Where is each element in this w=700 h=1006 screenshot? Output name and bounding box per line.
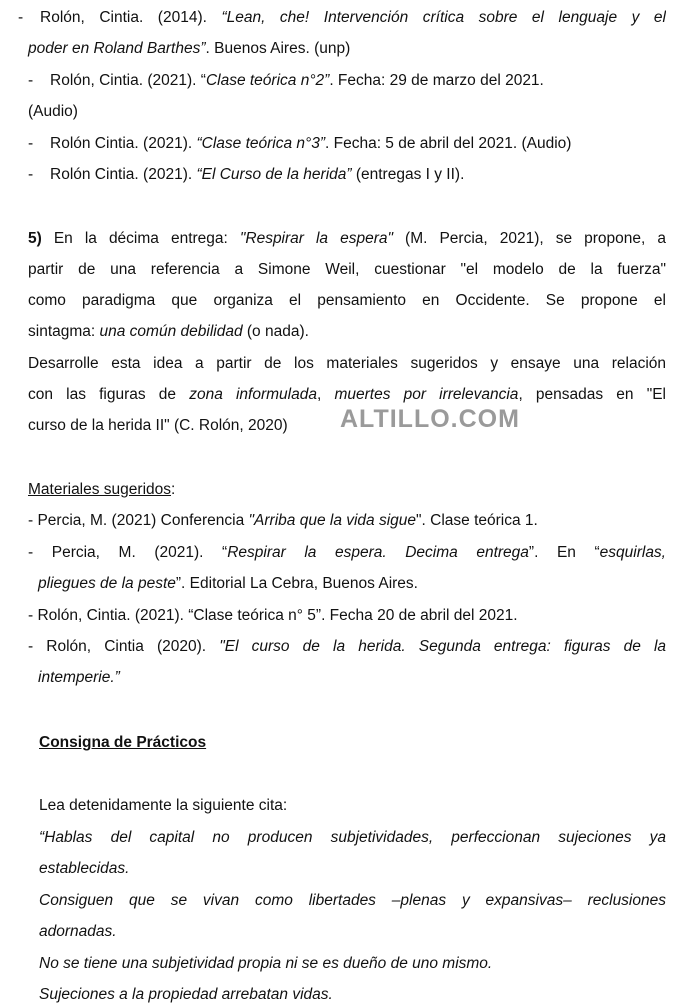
paragraph-line: como paradigma que organiza el pensamiento en Occidente. Se propone el — [28, 292, 666, 309]
paragraph-line: sintagma: una común debilidad (o nada). — [28, 323, 309, 340]
reference-item-continuation: (Audio) — [28, 103, 78, 120]
paragraph-line: Desarrolle esta idea a partir de los materiales sugeridos y ensaye una relación — [28, 355, 666, 372]
reference-item: - Rolón Cintia. (2021). “El Curso de la herida” (entregas I y II). — [28, 166, 465, 183]
paragraph-line: curso de la herida II" (C. Rolón, 2020) — [28, 417, 288, 434]
quote-line: “Hablas del capital no producen subjetividades, perfeccionan sujeciones ya — [39, 829, 666, 846]
list-item: - Rolón, Cintia. (2021). “Clase teórica n° 5”. Fecha 20 de abril del 2021. — [28, 607, 518, 624]
quote-line: Consiguen que se vivan como libertades –plenas y expansivas– reclusiones — [39, 892, 666, 909]
watermark: ALTILLO.COM — [340, 405, 520, 433]
quote-line: Sujeciones a la propiedad arrebatan vidas. — [39, 986, 333, 1003]
list-item-continuation: intemperie.” — [38, 669, 120, 686]
paragraph-line: 5) En la décima entrega: "Respirar la espera" (M. Percia, 2021), se propone, a — [28, 230, 666, 247]
quote-line: No se tiene una subjetividad propia ni se es dueño de uno mismo. — [39, 955, 493, 972]
reference-item: - Rolón, Cintia. (2021). “Clase teórica n°2”. Fecha: 29 de marzo del 2021. — [28, 72, 544, 89]
list-dash: - — [28, 166, 34, 183]
reference-item: - Rolón Cintia. (2021). “Clase teórica n°3”. Fecha: 5 de abril del 2021. (Audio) — [28, 135, 572, 152]
quote-line: adornadas. — [39, 923, 117, 940]
list-dash: - — [28, 135, 34, 152]
quote-line: establecidas. — [39, 860, 130, 877]
list-item: - Percia, M. (2021). “Respirar la espera. Decima entrega”. En “esquirlas, — [28, 544, 666, 561]
reference-item-continuation: poder en Roland Barthes”. Buenos Aires. (unp) — [28, 40, 351, 57]
section-heading-materiales: Materiales sugeridos: — [28, 481, 176, 498]
paragraph-line: con las figuras de zona informulada, muertes por irrelevancia, pensadas en "El — [28, 386, 666, 403]
list-dash: - — [28, 72, 34, 89]
list-item-continuation: pliegues de la peste”. Editorial La Cebra, Buenos Aires. — [38, 575, 418, 592]
reference-item: - Rolón, Cintia. (2014). “Lean, che! Intervención crítica sobre el lenguaje y el — [18, 9, 666, 26]
list-dash: - — [18, 9, 24, 26]
section-heading-practicos: Consigna de Prácticos — [39, 734, 207, 751]
item-number: 5) — [28, 230, 42, 247]
instruction-text: Lea detenidamente la siguiente cita: — [39, 797, 288, 814]
paragraph-line: partir de una referencia a Simone Weil, cuestionar "el modelo de la fuerza" — [28, 261, 666, 278]
list-item: - Rolón, Cintia (2020). "El curso de la herida. Segunda entrega: figuras de la — [28, 638, 666, 655]
list-item: - Percia, M. (2021) Conferencia "Arriba que la vida sigue". Clase teórica 1. — [28, 512, 538, 529]
